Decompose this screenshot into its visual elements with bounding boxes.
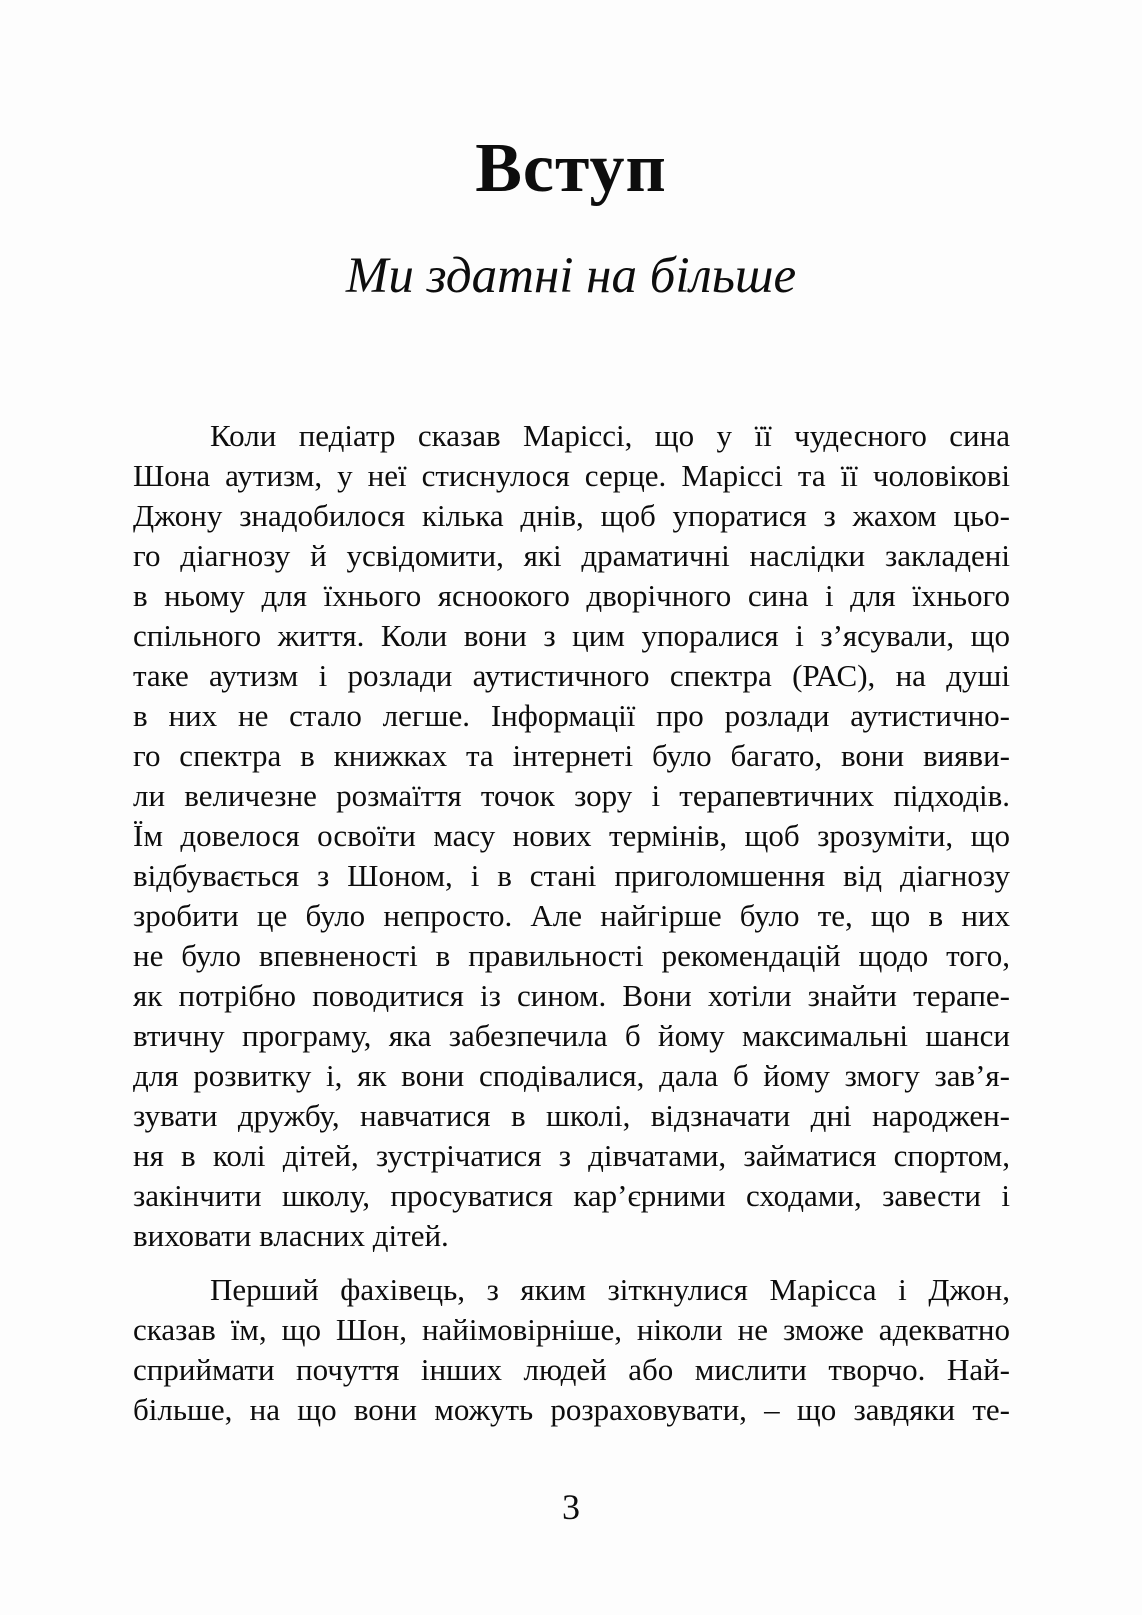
text-line: в ньому для їхнього ясноокого дворічного сина і для їхнього: [133, 578, 1010, 613]
text-line: таке аутизм і розлади аутистичного спектра (РАС), на душі: [133, 658, 1010, 693]
text-line: виховати власних дітей.: [133, 1218, 449, 1253]
body-text: [133, 416, 1010, 1430]
text-line: як потрібно поводитися із сином. Вони хотіли знайти терапе-: [133, 978, 1010, 1013]
text-line: відбувається з Шоном, і в стані приголомшення від діагнозу: [133, 858, 1010, 893]
text-line: ли величезне розмаїття точок зору і терапевтичних підходів.: [133, 778, 1010, 813]
text-line: в них не стало легше. Інформації про розлади аутистично-: [133, 698, 1010, 733]
text-line: го спектра в книжках та інтернеті було багато, вони вияви-: [133, 738, 1010, 773]
text-line: втичну програму, яка забезпечила б йому максимальні шанси: [133, 1018, 1010, 1053]
text-line: Їм довелося освоїти масу нових термінів, щоб зрозуміти, що: [133, 818, 1010, 853]
text-line: спільного життя. Коли вони з цим упоралися і з’ясували, що: [133, 618, 1010, 653]
paragraph: [133, 1270, 1010, 1430]
text-line: сказав їм, що Шон, найімовірніше, ніколи не зможе адекватно: [133, 1312, 1010, 1347]
text-line: зувати дружбу, навчатися в школі, відзначати дні народжен-: [133, 1098, 1010, 1133]
text-line: закінчити школу, просуватися кар’єрними сходами, завести і: [133, 1178, 1010, 1213]
text-line: Джону знадобилося кілька днів, щоб упоратися з жахом цьо-: [133, 498, 1010, 533]
text-line: більше, на що вони можуть розраховувати, – що завдяки те-: [133, 1392, 1010, 1427]
chapter-title: Вступ: [475, 130, 667, 207]
page-number: 3: [562, 1487, 580, 1527]
text-line: сприймати почуття інших людей або мислити творчо. Най-: [133, 1352, 1010, 1387]
text-line: Шона аутизм, у неї стиснулося серце. Маріссі та її чоловікові: [133, 458, 1010, 493]
text-line: го діагнозу й усвідомити, які драматичні наслідки закладені: [133, 538, 1010, 573]
text-line: ня в колі дітей, зустрічатися з дівчатами, займатися спортом,: [133, 1138, 1010, 1173]
text-line: Перший фахівець, з яким зіткнулися Марісса і Джон,: [210, 1272, 1010, 1307]
text-line: зробити це було непросто. Але найгірше було те, що в них: [133, 898, 1010, 933]
text-line: для розвитку і, як вони сподівалися, дала б йому змогу зав’я-: [133, 1058, 1010, 1093]
text-line: не було впевненості в правильності рекомендацій щодо того,: [133, 938, 1010, 973]
text-line: Коли педіатр сказав Маріссі, що у її чудесного сина: [210, 418, 1010, 453]
chapter-subtitle: Ми здатні на більше: [345, 248, 797, 304]
paragraph: [133, 416, 1010, 1256]
